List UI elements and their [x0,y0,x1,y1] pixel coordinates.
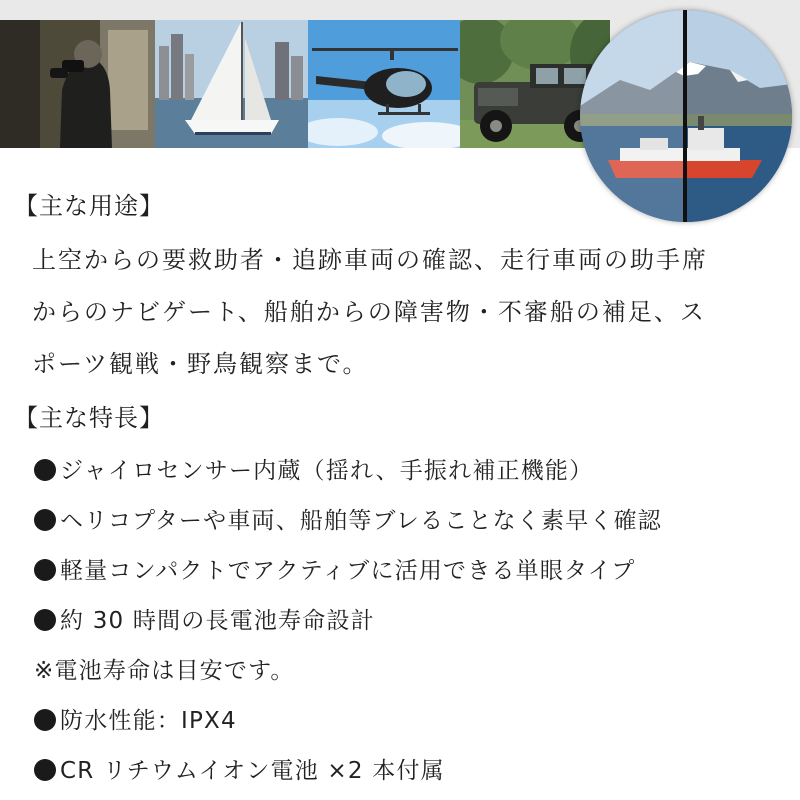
bullet-icon [34,509,56,531]
uses-line: 上空からの要救助者・追跡車両の確認、走行車両の助手席 [32,246,708,274]
features-title: 【主な特長】 [14,404,164,432]
features-list [34,446,784,796]
scope-view-ship-mountain [580,10,792,222]
feature-text: 防水性能：IPX4 [60,708,237,734]
bullet-icon [34,559,56,581]
feature-text: ヘリコプターや車両、船舶等ブレることなく素早く確認 [60,508,663,534]
feature-text: ジャイロセンサー内蔵（揺れ、手振れ補正機能） [60,458,594,484]
bullet-icon [34,709,56,731]
feature-text: 約 30 時間の長電池寿命設計 [60,608,375,634]
bullet-icon [34,759,56,781]
feature-note [34,646,784,696]
binoculars-user-photo [0,20,155,148]
feature-text: CR リチウムイオン電池 ×2 本付属 [60,758,445,784]
feature-item [34,546,784,596]
feature-text: 軽量コンパクトでアクティブに活用できる単眼タイプ [60,558,636,584]
feature-item [34,596,784,646]
sailboat-photo [155,20,308,148]
feature-item [34,746,784,796]
bullet-icon [34,459,56,481]
uses-title: 【主な用途】 [14,192,164,220]
feature-item [34,696,784,746]
uses-description [32,234,772,390]
feature-item [34,446,784,496]
feature-item [34,496,784,546]
helicopter-photo [308,20,460,148]
uses-line: ポーツ観戦・野鳥観察まで。 [32,350,369,378]
feature-note-text: ※電池寿命は目安です。 [34,658,295,684]
bullet-icon [34,609,56,631]
uses-line: からのナビゲート、船舶からの障害物・不審船の補足、ス [32,298,706,326]
